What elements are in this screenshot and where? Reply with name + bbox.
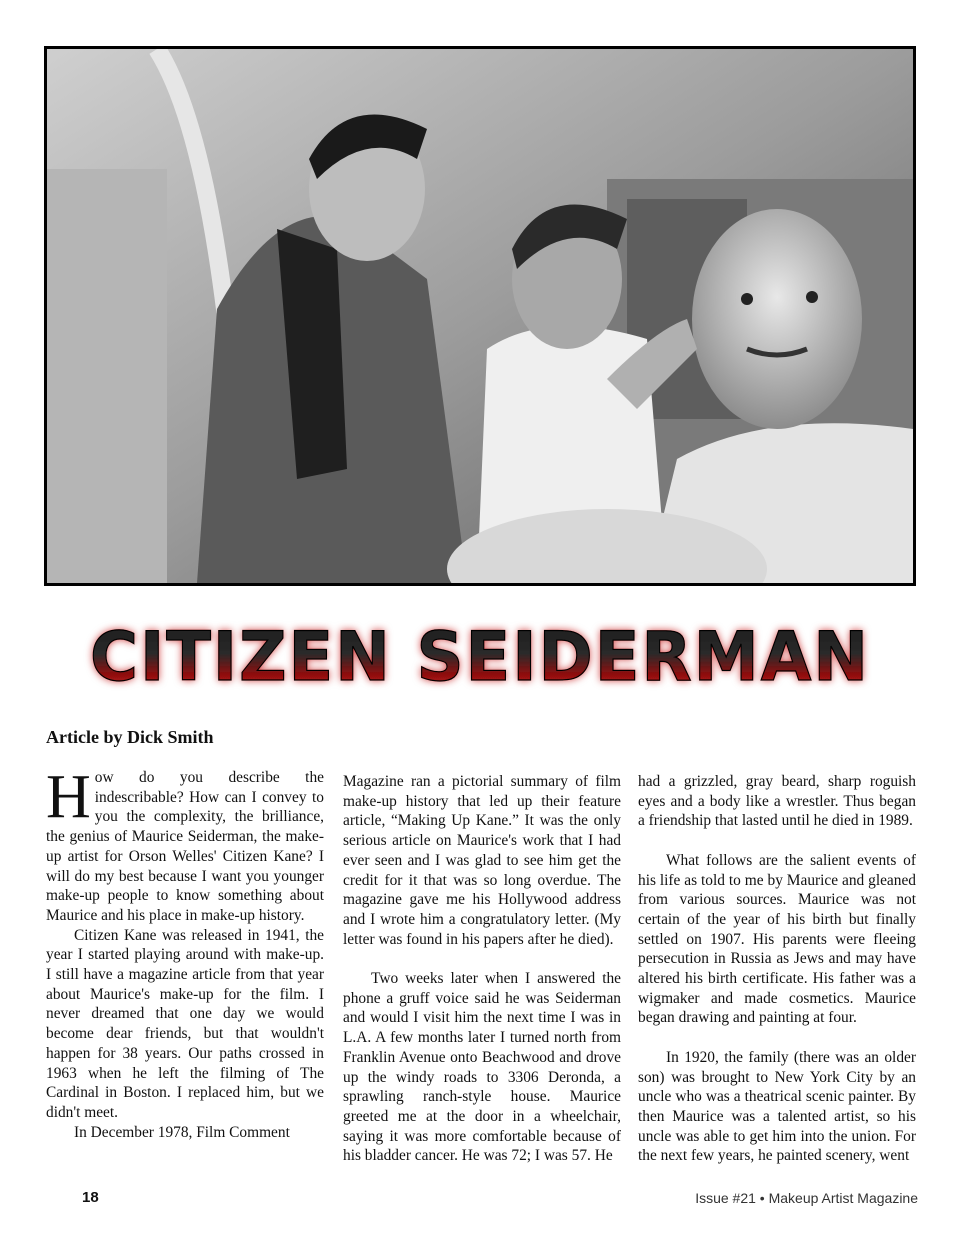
paragraph: In December 1978, Film Comment	[74, 1123, 290, 1141]
column-3	[638, 772, 916, 1166]
paragraph: In 1920, the family (there was an older son) was brought to New York City by an uncle who was a theatrical scenic painter. By then Maurice was a talented artist, so his uncle was able to get him into the union. For the next few years, he painted scenery, went	[638, 1048, 916, 1165]
drop-cap: H	[46, 763, 91, 831]
paragraph: Citizen Kane was released in 1941, the year I started playing around with make-up. I still have a magazine article from that year about Maurice's make-up for the film. I never dreamed that one day we would become dear friends, but that wouldn't happen for 38 years. Our paths crossed in 1963 when he left the filming of The Cardinal in Boston. I replaced him, but we didn't meet.	[46, 926, 324, 1121]
title-text: CITIZEN SEIDERMAN	[90, 618, 870, 697]
issue-label: Issue #21 • Makeup Artist Magazine	[695, 1190, 918, 1206]
column-1	[46, 763, 324, 1142]
column-2	[343, 772, 621, 1166]
article-photo	[44, 46, 916, 586]
photo-illustration	[47, 49, 913, 583]
page-number: 18	[82, 1189, 99, 1206]
byline: Article by Dick Smith	[46, 727, 214, 747]
paragraph: ow do you describe the indescribable? How can I convey to you the complexity, the brilliance, the genius of Maurice Seiderman, the make-up artist for Orson Welles' Citizen Kane? I will do my best because I want you younger make-up people to know something about Maurice and his place in make-up history.	[46, 769, 324, 924]
paragraph: Two weeks later when I answered the phone a gruff voice said he was Seiderman and would I visit him the next time I was in L.A. A few months later I turned north from Franklin Avenue onto Beachwood and drove up the windy roads to 3306 Deronda, a sprawling ranch-style house. Maurice greeted me at the door in a wheelchair, saying it was more comfortable because of his bladder cancer. He was 72; I was 57. He	[343, 970, 621, 1165]
paragraph: Magazine ran a pictorial summary of film make-up history that led up their feature article, “Making Up Kane.” It was the only serious article on Maurice's work that I had ever seen and I was glad to see him get the credit for it that was so long overdue. The magazine gave me his Hollywood address and I wrote him a congratulatory letter. (My letter was found in his papers after he died).	[343, 773, 621, 948]
paragraph: What follows are the salient events of his life as told to me by Maurice and gleaned from various sources. Maurice was not certain of the year of his birth but finally settled on 1907. His parents were fleeing persecution in Russia as Jews and may have altered his birth certificate. His father was a wigmaker and made cosmetics. Maurice began drawing and painting at four.	[638, 851, 916, 1027]
paragraph: had a grizzled, gray beard, sharp roguish eyes and a body like a wrestler. Thus began a friendship that lasted until he died in 1989.	[638, 773, 916, 830]
title-graphic	[0, 612, 960, 702]
article-title	[0, 612, 960, 702]
